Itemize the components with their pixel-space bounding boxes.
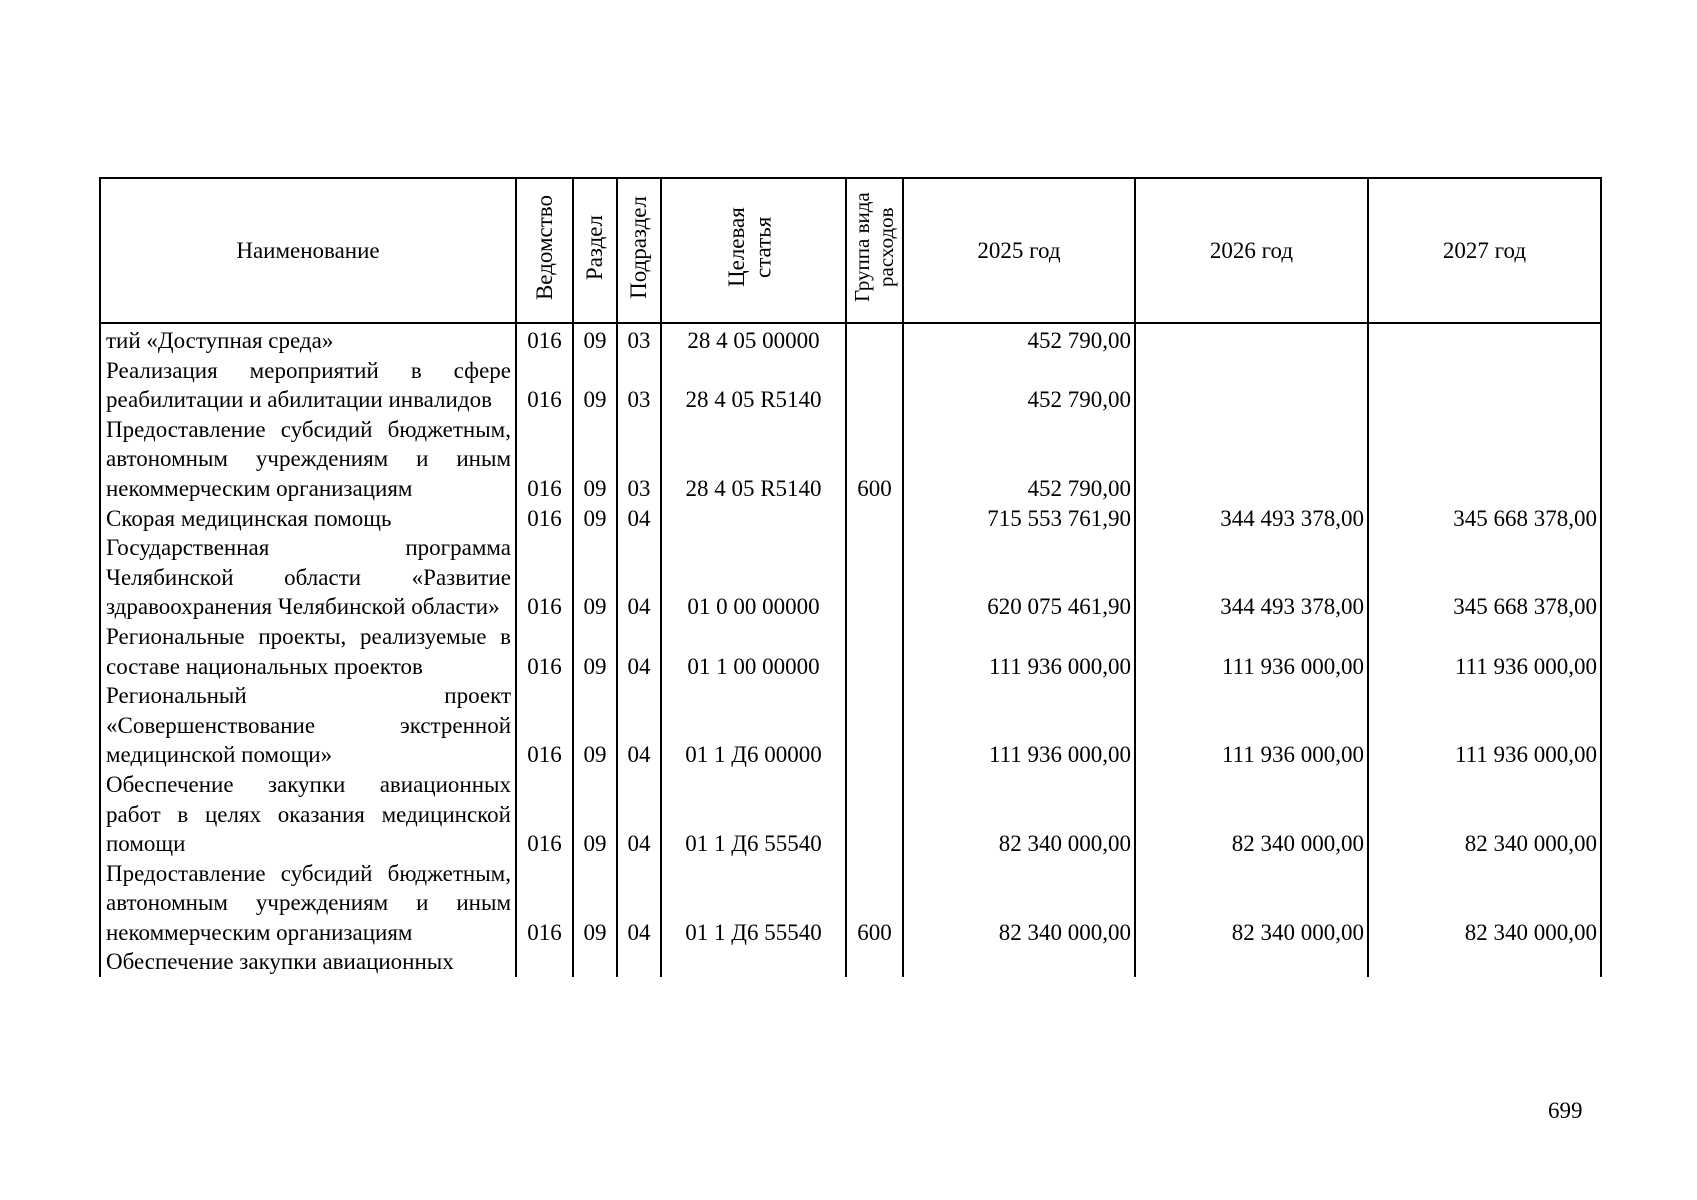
row-amount-2025: 452 790,00: [903, 415, 1135, 504]
row-amount-2026: 344 493 378,00: [1135, 533, 1368, 622]
row-expense-group: [846, 770, 903, 859]
row-department: 016: [516, 356, 573, 415]
row-amount-2027: [1368, 323, 1601, 356]
row-amount-2027: [1368, 947, 1601, 977]
header-expense-group: Группа вида расходов: [846, 178, 903, 323]
row-target-article: [661, 947, 846, 977]
row-name: Региональный проект «Совершенствование экстренной медицинской помощи»: [100, 681, 516, 770]
row-target-article: 01 1 Д6 55540: [661, 770, 846, 859]
row-department: 016: [516, 681, 573, 770]
row-amount-2027: 111 936 000,00: [1368, 622, 1601, 681]
row-name: тий «Доступная среда»: [100, 323, 516, 356]
row-amount-2025: 82 340 000,00: [903, 770, 1135, 859]
row-amount-2025: 452 790,00: [903, 356, 1135, 415]
row-name: Обеспечение закупки авиационных работ в целях оказания медицинской помощи: [100, 770, 516, 859]
row-amount-2025: 452 790,00: [903, 323, 1135, 356]
row-amount-2025: 715 553 761,90: [903, 504, 1135, 534]
row-expense-group: [846, 504, 903, 534]
row-expense-group: [846, 947, 903, 977]
row-amount-2025: [903, 947, 1135, 977]
row-amount-2027: 345 668 378,00: [1368, 533, 1601, 622]
row-amount-2026: 82 340 000,00: [1135, 859, 1368, 948]
header-year-2026: 2026 год: [1135, 178, 1368, 323]
row-section: 09: [573, 770, 617, 859]
header-section: Раздел: [573, 178, 617, 323]
row-target-article: 28 4 05 R5140: [661, 356, 846, 415]
header-year-2027: 2027 год: [1368, 178, 1601, 323]
row-amount-2026: 111 936 000,00: [1135, 681, 1368, 770]
row-amount-2027: 111 936 000,00: [1368, 681, 1601, 770]
row-department: 016: [516, 504, 573, 534]
table-row: [100, 859, 1601, 948]
row-expense-group: [846, 681, 903, 770]
row-section: 09: [573, 533, 617, 622]
row-department: 016: [516, 323, 573, 356]
page-number: 699: [1548, 1098, 1583, 1123]
table-row: [100, 770, 1601, 859]
row-section: 09: [573, 323, 617, 356]
header-subsection: Подраздел: [617, 178, 661, 323]
row-section: 09: [573, 859, 617, 948]
table-header-row: [100, 178, 1601, 323]
row-target-article: 01 0 00 00000: [661, 533, 846, 622]
row-expense-group: 600: [846, 859, 903, 948]
row-target-article: 01 1 00 00000: [661, 622, 846, 681]
row-department: 016: [516, 415, 573, 504]
header-target-article: Целевая статья: [661, 178, 846, 323]
row-amount-2027: [1368, 415, 1601, 504]
header-year-2025: 2025 год: [903, 178, 1135, 323]
row-expense-group: [846, 356, 903, 415]
row-department: 016: [516, 770, 573, 859]
row-target-article: [661, 504, 846, 534]
row-department: 016: [516, 533, 573, 622]
row-target-article: 01 1 Д6 00000: [661, 681, 846, 770]
table-row: [100, 504, 1601, 534]
row-department: 016: [516, 859, 573, 948]
row-section: 09: [573, 622, 617, 681]
row-name: Обеспечение закупки авиационных: [100, 947, 516, 977]
table-row: [100, 622, 1601, 681]
row-name: Государственная программа Челябинской области «Развитие здравоохранения Челябинской области»: [100, 533, 516, 622]
row-subsection: [617, 947, 661, 977]
row-subsection: 04: [617, 770, 661, 859]
table-row: [100, 947, 1601, 977]
budget-table: [99, 177, 1602, 977]
row-name: Реализация мероприятий в сфере реабилитации и абилитации инвалидов: [100, 356, 516, 415]
row-department: 016: [516, 622, 573, 681]
header-department: Ведомство: [516, 178, 573, 323]
row-subsection: 03: [617, 356, 661, 415]
row-subsection: 04: [617, 859, 661, 948]
row-amount-2026: [1135, 415, 1368, 504]
row-target-article: 28 4 05 R5140: [661, 415, 846, 504]
row-expense-group: [846, 533, 903, 622]
row-subsection: 03: [617, 415, 661, 504]
row-target-article: 01 1 Д6 55540: [661, 859, 846, 948]
row-amount-2025: 111 936 000,00: [903, 622, 1135, 681]
row-amount-2026: 82 340 000,00: [1135, 770, 1368, 859]
row-name: Скорая медицинская помощь: [100, 504, 516, 534]
row-name: Региональные проекты, реализуемые в составе национальных проектов: [100, 622, 516, 681]
row-target-article: 28 4 05 00000: [661, 323, 846, 356]
row-name: Предоставление субсидий бюджетным, автономным учреждениям и иным некоммерческим организациям: [100, 859, 516, 948]
table-row: [100, 681, 1601, 770]
row-section: 09: [573, 504, 617, 534]
row-expense-group: 600: [846, 415, 903, 504]
header-name: Наименование: [100, 178, 516, 323]
row-section: 09: [573, 415, 617, 504]
row-amount-2026: [1135, 947, 1368, 977]
row-amount-2025: 111 936 000,00: [903, 681, 1135, 770]
row-amount-2027: 82 340 000,00: [1368, 770, 1601, 859]
table-row: [100, 323, 1601, 356]
row-section: [573, 947, 617, 977]
row-department: [516, 947, 573, 977]
row-subsection: 04: [617, 622, 661, 681]
row-amount-2027: [1368, 356, 1601, 415]
row-amount-2025: 620 075 461,90: [903, 533, 1135, 622]
row-amount-2026: 344 493 378,00: [1135, 504, 1368, 534]
table-row: [100, 415, 1601, 504]
row-amount-2026: [1135, 356, 1368, 415]
row-section: 09: [573, 681, 617, 770]
row-subsection: 04: [617, 533, 661, 622]
row-amount-2026: 111 936 000,00: [1135, 622, 1368, 681]
row-amount-2027: 82 340 000,00: [1368, 859, 1601, 948]
row-amount-2026: [1135, 323, 1368, 356]
row-subsection: 04: [617, 504, 661, 534]
row-expense-group: [846, 622, 903, 681]
row-expense-group: [846, 323, 903, 356]
row-amount-2027: 345 668 378,00: [1368, 504, 1601, 534]
row-subsection: 03: [617, 323, 661, 356]
table-row: [100, 533, 1601, 622]
row-amount-2025: 82 340 000,00: [903, 859, 1135, 948]
row-name: Предоставление субсидий бюджетным, автономным учреждениям и иным некоммерческим организациям: [100, 415, 516, 504]
table-row: [100, 356, 1601, 415]
row-subsection: 04: [617, 681, 661, 770]
table-body: [100, 323, 1601, 977]
row-section: 09: [573, 356, 617, 415]
